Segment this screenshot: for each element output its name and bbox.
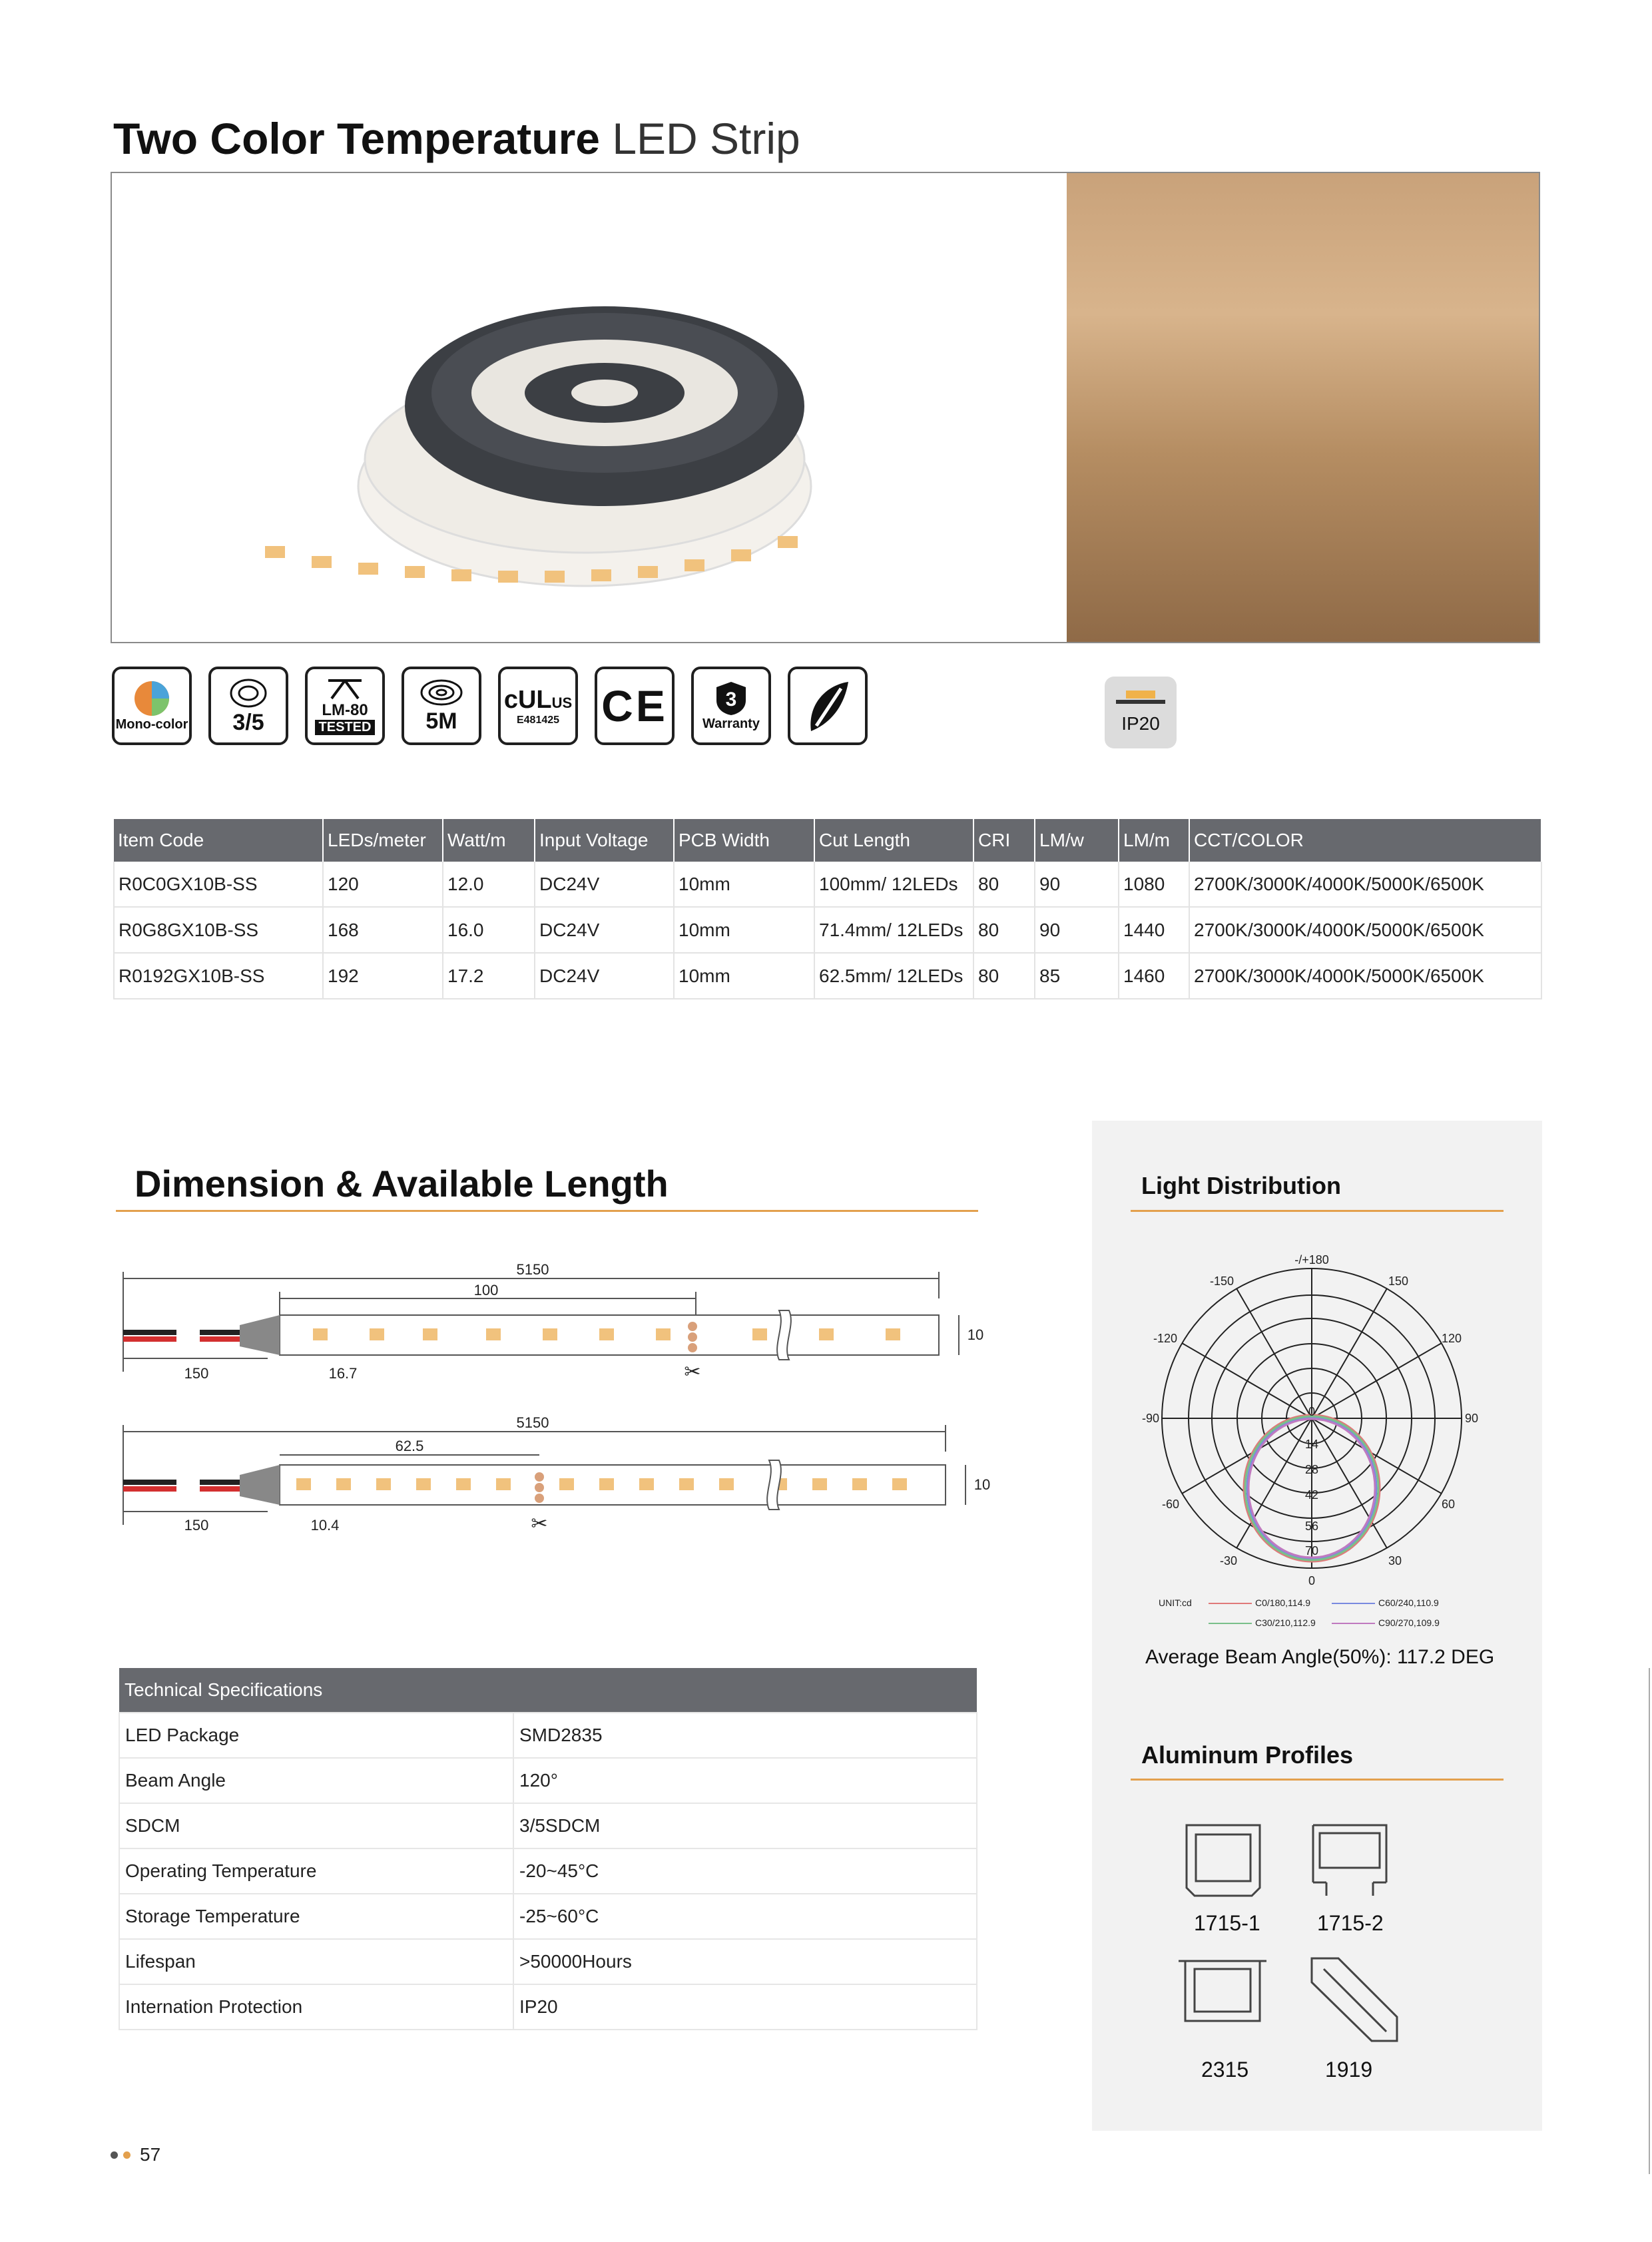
room-photo (1067, 173, 1540, 642)
col-lmm: LM/m (1119, 819, 1189, 862)
unit-label: UNIT:cd (1159, 1597, 1192, 1608)
strip-1-wire (123, 1315, 280, 1355)
warranty-label: Warranty (702, 716, 760, 731)
table-cell: DC24V (535, 907, 674, 953)
radial-14: 14 (1304, 1438, 1319, 1451)
profile-1919: 1919 (1325, 2058, 1373, 2082)
strip-1-cut-length: 100 (473, 1282, 499, 1298)
table-cell: 90 (1035, 907, 1119, 953)
dimension-rule (116, 1210, 978, 1212)
table-cell: 80 (973, 907, 1035, 953)
angle-90: 90 (1464, 1412, 1479, 1425)
angle-60: 60 (1441, 1498, 1456, 1511)
lm80-label: LM-80 (322, 701, 368, 719)
strip-2-lead-length: 150 (184, 1517, 209, 1534)
angle-120: 120 (1441, 1332, 1462, 1345)
col-cut-length: Cut Length (814, 819, 973, 862)
table-cell: R0G8GX10B-SS (114, 907, 323, 953)
ip20-bar-icon (1116, 700, 1165, 704)
profile-2315: 2315 (1201, 2058, 1249, 2082)
spec-value: 3/5SDCM (513, 1803, 977, 1848)
legend-c90: C90/270,109.9 (1378, 1617, 1440, 1628)
rohs-icon (788, 667, 868, 745)
reel-label: 5M (425, 708, 457, 734)
table-cell: 90 (1035, 862, 1119, 907)
table-cell: R0C0GX10B-SS (114, 862, 323, 907)
edge-divider (1649, 1668, 1650, 2174)
profiles-rule (1131, 1779, 1504, 1781)
spec-label: Internation Protection (119, 1984, 513, 2030)
col-cri: CRI (973, 819, 1035, 862)
col-leds-meter: LEDs/meter (323, 819, 443, 862)
col-voltage: Input Voltage (535, 819, 674, 862)
scissors-icon: ✂ (531, 1513, 548, 1535)
ul-number: E481425 (516, 714, 560, 726)
table-cell: 2700K/3000K/4000K/5000K/6500K (1189, 862, 1541, 907)
strip-2-total-length: 5150 (516, 1414, 549, 1431)
footer-dot-icon (111, 2151, 118, 2159)
ip20-icon (1105, 677, 1177, 748)
warranty-icon (691, 667, 771, 745)
table-row (119, 1848, 977, 1894)
spec-value: >50000Hours (513, 1939, 977, 1984)
table-row (119, 1758, 977, 1803)
strip-2-cut-length: 62.5 (395, 1438, 424, 1454)
strip-1-pitch: 16.7 (328, 1365, 358, 1382)
angle-neg120: -120 (1153, 1332, 1178, 1345)
profile-1715-2: 1715-2 (1317, 1911, 1384, 1935)
angle-neg60: -60 (1161, 1498, 1180, 1511)
footer-dot-icon (123, 2151, 131, 2159)
dimension-heading: Dimension & Available Length (135, 1163, 669, 1205)
dimension-drawing (113, 1252, 992, 1545)
angle-neg90: -90 (1141, 1412, 1160, 1425)
spec-value: 120° (513, 1758, 977, 1803)
col-watt: Watt/m (443, 819, 535, 862)
strip-1-width: 10 (967, 1326, 984, 1343)
strip-2-leds (296, 1478, 907, 1490)
ip20-label: IP20 (1121, 713, 1160, 734)
strip-2-wire (123, 1465, 280, 1505)
spec-table (113, 819, 1542, 999)
ce-label: CE (601, 681, 668, 730)
table-cell: 1440 (1119, 907, 1189, 953)
footer (111, 2144, 160, 2165)
beam-angle-text: Average Beam Angle(50%): 117.2 DEG (1145, 1646, 1495, 1668)
table-cell: DC24V (535, 862, 674, 907)
col-item-code: Item Code (114, 819, 323, 862)
lm80-icon (305, 667, 385, 745)
table-row (119, 1803, 977, 1848)
profiles-heading: Aluminum Profiles (1141, 1741, 1354, 1769)
page-title (113, 113, 800, 164)
table-cell: 1080 (1119, 862, 1189, 907)
table-cell: 120 (323, 862, 443, 907)
spec-table-header (114, 819, 1541, 862)
col-cct: CCT/COLOR (1189, 819, 1541, 862)
sdcm-icon (208, 667, 288, 745)
radial-28: 28 (1304, 1463, 1319, 1476)
radial-70: 70 (1304, 1544, 1319, 1557)
scissors-icon: ✂ (684, 1361, 701, 1383)
title-bold: Two Color Temperature (113, 114, 600, 163)
table-cell: 16.0 (443, 907, 535, 953)
table-cell: 80 (973, 953, 1035, 999)
spec-label: SDCM (119, 1803, 513, 1848)
profile-1715-1: 1715-1 (1194, 1911, 1260, 1935)
angle-neg30: -30 (1219, 1554, 1238, 1567)
radial-0: 0 (1308, 1405, 1316, 1418)
table-row (119, 1713, 977, 1758)
table-cell: 71.4mm/ 12LEDs (814, 907, 973, 953)
angle-0: 0 (1308, 1574, 1316, 1587)
spec-value: -25~60°C (513, 1894, 977, 1939)
ul-icon: cULUS E481425 (498, 667, 578, 745)
spec-label: LED Package (119, 1713, 513, 1758)
table-row (114, 862, 1541, 907)
legend-c60: C60/240,110.9 (1378, 1597, 1439, 1608)
lm80-sub: TESTED (315, 720, 376, 735)
legend-c30: C30/210,112.9 (1255, 1617, 1316, 1628)
table-cell: 2700K/3000K/4000K/5000K/6500K (1189, 907, 1541, 953)
strip-2-width: 10 (973, 1476, 991, 1493)
ip20-led-icon (1126, 691, 1155, 699)
title-light: LED Strip (612, 114, 800, 163)
spec-label: Storage Temperature (119, 1894, 513, 1939)
polar-diagram (1132, 1252, 1505, 1631)
table-row (114, 953, 1541, 999)
table-row (119, 1894, 977, 1939)
ul-mark: UL (517, 685, 552, 714)
mono-color-icon (112, 667, 192, 745)
spec-label: Operating Temperature (119, 1848, 513, 1894)
angle-180: -/+180 (1294, 1253, 1329, 1266)
strip-2-pitch: 10.4 (310, 1517, 340, 1534)
table-cell: 168 (323, 907, 443, 953)
radial-42: 42 (1304, 1488, 1319, 1502)
angle-30: 30 (1388, 1554, 1402, 1567)
col-lmw: LM/w (1035, 819, 1119, 862)
sdcm-label: 3/5 (232, 709, 264, 735)
tech-spec-header: Technical Specifications (119, 1668, 977, 1713)
hero-image (111, 172, 1540, 643)
spec-label: Beam Angle (119, 1758, 513, 1803)
table-cell: 1460 (1119, 953, 1189, 999)
table-cell: 10mm (674, 907, 814, 953)
warranty-number: 3 (725, 688, 737, 710)
spec-label: Lifespan (119, 1939, 513, 1984)
ce-icon (595, 667, 675, 745)
tech-spec-table (119, 1668, 977, 2030)
strip-1-lead-length: 150 (184, 1365, 209, 1382)
ul-us: US (551, 694, 573, 711)
led-reel-image (112, 173, 1067, 642)
angle-150: 150 (1388, 1274, 1409, 1288)
strip-1-total-length: 5150 (516, 1261, 549, 1278)
table-cell: 17.2 (443, 953, 535, 999)
table-cell: 2700K/3000K/4000K/5000K/6500K (1189, 953, 1541, 999)
table-cell: R0192GX10B-SS (114, 953, 323, 999)
table-cell: 12.0 (443, 862, 535, 907)
table-row (119, 1939, 977, 1984)
col-pcb-width: PCB Width (674, 819, 814, 862)
table-cell: 100mm/ 12LEDs (814, 862, 973, 907)
spec-value: IP20 (513, 1984, 977, 2030)
legend-c0: C0/180,114.9 (1255, 1597, 1311, 1608)
table-row (119, 1984, 977, 2030)
table-row (114, 907, 1541, 953)
mono-color-label: Mono-color (115, 716, 188, 732)
profile-drawings (1172, 1821, 1405, 2054)
table-cell: 80 (973, 862, 1035, 907)
table-cell: DC24V (535, 953, 674, 999)
light-distribution-rule (1131, 1210, 1504, 1212)
table-cell: 10mm (674, 953, 814, 999)
radial-56: 56 (1304, 1520, 1319, 1533)
table-cell: 85 (1035, 953, 1119, 999)
reel-icon (402, 667, 481, 745)
page-number: 57 (140, 2144, 161, 2165)
spec-value: -20~45°C (513, 1848, 977, 1894)
table-cell: 192 (323, 953, 443, 999)
angle-neg150: -150 (1209, 1274, 1235, 1288)
light-distribution-heading: Light Distribution (1141, 1172, 1341, 1199)
spec-value: SMD2835 (513, 1713, 977, 1758)
table-cell: 62.5mm/ 12LEDs (814, 953, 973, 999)
table-cell: 10mm (674, 862, 814, 907)
